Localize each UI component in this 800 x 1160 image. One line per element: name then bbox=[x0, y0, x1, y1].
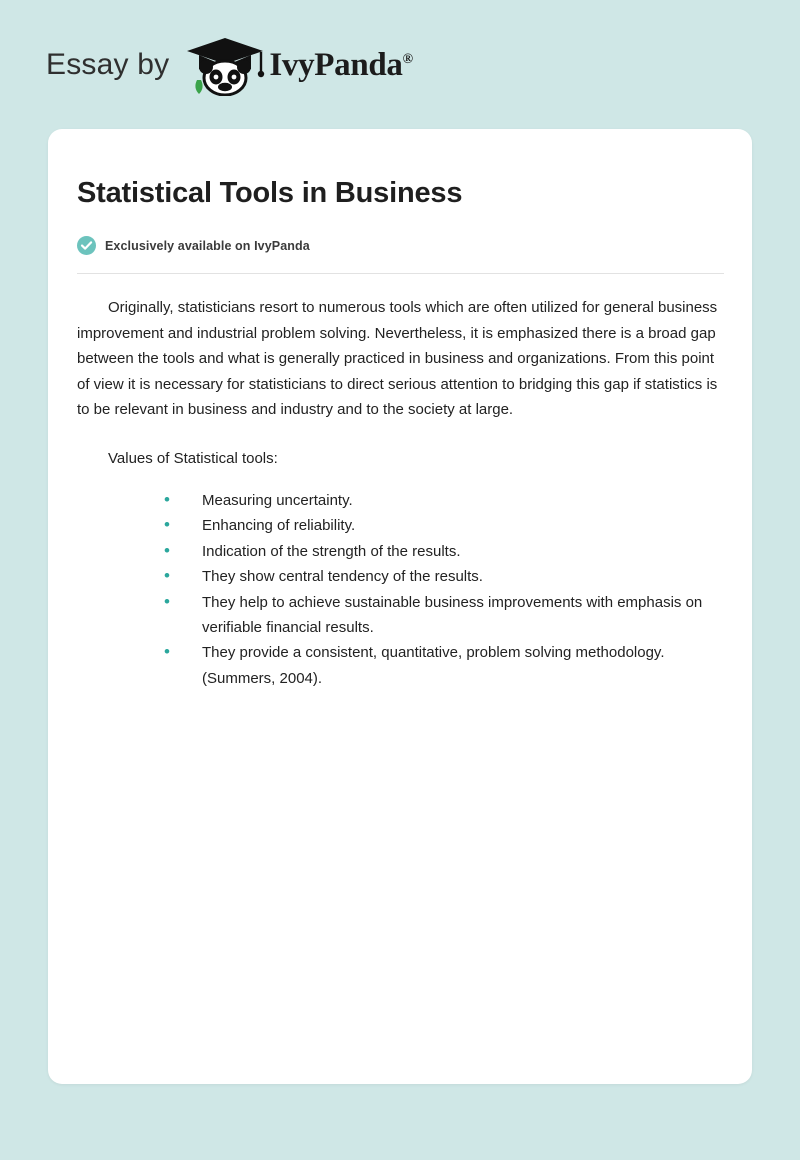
panda-graduate-logo-icon bbox=[183, 34, 267, 96]
exclusive-badge bbox=[76, 236, 724, 255]
check-circle-icon bbox=[77, 236, 96, 255]
ivypanda-brand[interactable] bbox=[183, 34, 412, 96]
list-item: • Enhancing of reliability. bbox=[76, 513, 723, 538]
page-title: Statistical Tools in Business bbox=[77, 177, 463, 209]
brand-name: IvyPanda® bbox=[269, 46, 413, 83]
essay-by-label: Essay by bbox=[46, 48, 170, 81]
exclusive-badge-label: Exclusively available on IvyPanda bbox=[105, 238, 310, 253]
title-divider bbox=[77, 273, 724, 274]
site-header bbox=[0, 0, 800, 90]
list-item: • They provide a consistent, quantitative, problem solving methodology. (Summers, 2004). bbox=[76, 640, 723, 691]
list-item: • They show central tendency of the results. bbox=[76, 564, 723, 589]
list-item: • They help to achieve sustainable business improvements with emphasis on verifiable financial results. bbox=[76, 590, 723, 641]
list-item: • Measuring uncertainty. bbox=[76, 488, 723, 513]
document-card bbox=[48, 129, 752, 1084]
body-paragraph: Originally, statisticians resort to numerous tools which are often utilized for general business improvement and industrial problem solving. Nevertheless, it is emphasized there is a broad gap between the tools and what is generally practiced in business and organizations. From this point of view it is necessary for statisticians to direct serious attention to bridging this gap if statistics is to be relevant in business and industry and to the society at large. bbox=[77, 299, 718, 418]
registered-mark: ® bbox=[402, 51, 413, 67]
subheading: Values of Statistical tools: bbox=[108, 449, 278, 467]
values-list bbox=[76, 488, 724, 691]
list-item: • Indication of the strength of the results. bbox=[76, 539, 723, 564]
